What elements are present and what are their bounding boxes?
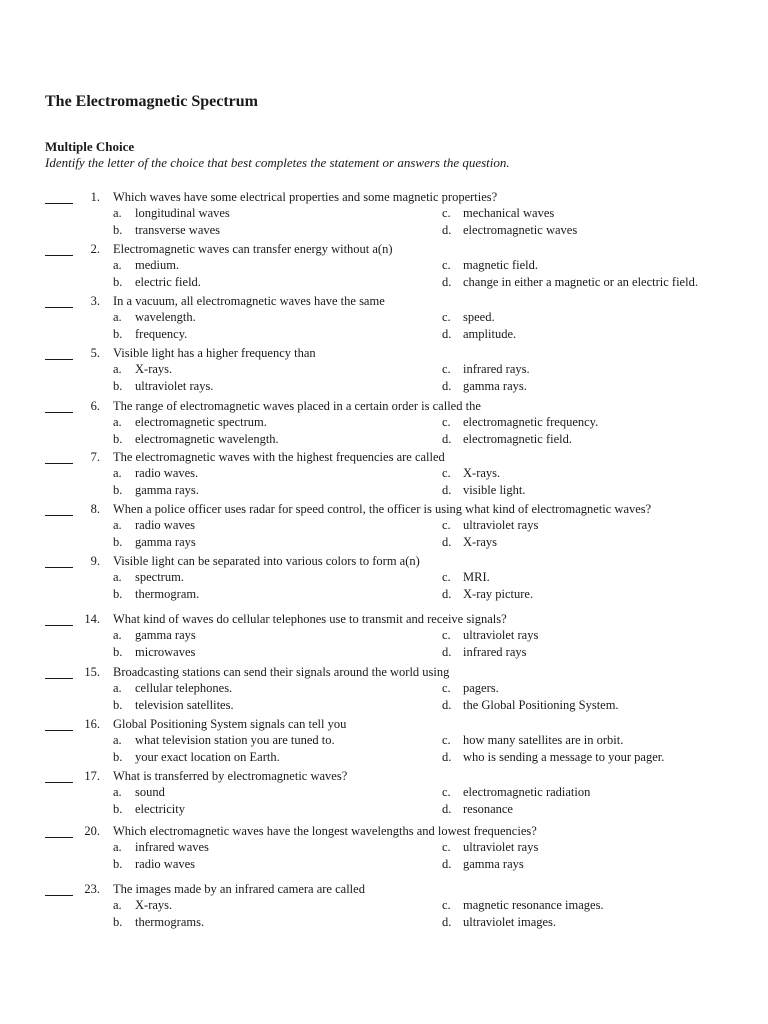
choice-c-letter: c.: [442, 466, 451, 480]
choice-d: change in either a magnetic or an electric field.: [463, 275, 698, 289]
question-2: [0, 241, 768, 291]
question-text: The images made by an infrared camera are called: [113, 882, 365, 896]
choice-c-letter: c.: [442, 840, 451, 854]
choice-c-letter: c.: [442, 898, 451, 912]
choice-d-letter: d.: [442, 750, 452, 764]
question-number: 6.: [90, 399, 100, 413]
choice-b: frequency.: [135, 327, 188, 341]
choice-a-letter: a.: [113, 518, 122, 532]
choice-a-letter: a.: [113, 415, 122, 429]
question-number: 9.: [90, 554, 100, 568]
choice-d-letter: d.: [442, 275, 452, 289]
page-title: The Electromagnetic Spectrum: [45, 93, 258, 110]
question-9: [0, 553, 768, 603]
answer-blank[interactable]: [45, 770, 73, 783]
choice-c: MRI.: [463, 570, 490, 584]
choice-a: cellular telephones.: [135, 681, 233, 695]
question-text: Which electromagnetic waves have the longest wavelengths and lowest frequencies?: [113, 824, 537, 838]
choice-a: longitudinal waves: [135, 206, 230, 220]
section-title: Multiple Choice: [45, 139, 135, 154]
choice-b: thermogram.: [135, 587, 200, 601]
choice-a: gamma rays: [135, 628, 196, 642]
question-8: [0, 501, 768, 551]
question-text: Visible light has a higher frequency than: [113, 346, 316, 360]
choice-a-letter: a.: [113, 840, 122, 854]
choice-b: microwaves: [135, 645, 196, 659]
choice-d: gamma rays.: [463, 379, 527, 393]
answer-blank[interactable]: [45, 666, 73, 679]
answer-blank[interactable]: [45, 825, 73, 838]
choice-b: electricity: [135, 802, 185, 816]
choice-a-letter: a.: [113, 785, 122, 799]
question-1: [0, 189, 768, 239]
choice-b: electric field.: [135, 275, 201, 289]
answer-blank[interactable]: [45, 243, 73, 256]
choice-c: magnetic field.: [463, 258, 538, 272]
choice-c: ultraviolet rays: [463, 628, 539, 642]
answer-blank[interactable]: [45, 883, 73, 896]
choice-b-letter: b.: [113, 750, 123, 764]
choice-c: speed.: [463, 310, 495, 324]
answer-blank[interactable]: [45, 191, 73, 204]
question-text: Broadcasting stations can send their signals around the world using: [113, 665, 450, 679]
choice-b-letter: b.: [113, 698, 123, 712]
choice-d-letter: d.: [442, 379, 452, 393]
question-number: 15.: [84, 665, 100, 679]
question-3: [0, 293, 768, 343]
choice-c-letter: c.: [442, 258, 451, 272]
choice-b: your exact location on Earth.: [135, 750, 280, 764]
choice-d: ultraviolet images.: [463, 915, 557, 929]
question-number: 1.: [90, 190, 100, 204]
choice-c: mechanical waves: [463, 206, 555, 220]
choice-a: radio waves: [135, 518, 196, 532]
choice-d: who is sending a message to your pager.: [463, 750, 665, 764]
choice-a: spectrum.: [135, 570, 184, 584]
choice-a-letter: a.: [113, 362, 122, 376]
instructions: Identify the letter of the choice that best completes the statement or answers the question.: [45, 155, 510, 170]
choice-c: X-rays.: [463, 466, 501, 480]
choice-b-letter: b.: [113, 432, 123, 446]
question-text: Which waves have some electrical properties and some magnetic properties?: [113, 190, 498, 204]
choice-d-letter: d.: [442, 587, 452, 601]
question-number: 14.: [84, 612, 100, 626]
choice-a-letter: a.: [113, 206, 122, 220]
choice-c: how many satellites are in orbit.: [463, 733, 624, 747]
choice-b: thermograms.: [135, 915, 205, 929]
answer-blank[interactable]: [45, 347, 73, 360]
answer-blank[interactable]: [45, 555, 73, 568]
choice-d-letter: d.: [442, 432, 452, 446]
question-text: Visible light can be separated into various colors to form a(n): [113, 554, 420, 568]
choice-d-letter: d.: [442, 802, 452, 816]
choice-c-letter: c.: [442, 310, 451, 324]
choice-b: electromagnetic wavelength.: [135, 432, 279, 446]
question-number: 7.: [90, 450, 100, 464]
choice-c-letter: c.: [442, 628, 451, 642]
choice-c: ultraviolet rays: [463, 518, 539, 532]
answer-blank[interactable]: [45, 718, 73, 731]
choice-b-letter: b.: [113, 223, 123, 237]
choice-d-letter: d.: [442, 698, 452, 712]
question-text: Global Positioning System signals can tell you: [113, 717, 347, 731]
choice-c-letter: c.: [442, 206, 451, 220]
choice-c-letter: c.: [442, 733, 451, 747]
choice-a: wavelength.: [135, 310, 196, 324]
question-number: 5.: [90, 346, 100, 360]
choice-a: medium.: [135, 258, 180, 272]
choice-a: sound: [135, 785, 165, 799]
question-14: [0, 611, 768, 661]
choice-b-letter: b.: [113, 587, 123, 601]
choice-d: X-rays: [463, 535, 498, 549]
question-6: [0, 398, 768, 448]
question-text: The electromagnetic waves with the highest frequencies are called: [113, 450, 445, 464]
choice-d: X-ray picture.: [463, 587, 534, 601]
choice-a-letter: a.: [113, 733, 122, 747]
choice-d-letter: d.: [442, 915, 452, 929]
choice-c: electromagnetic radiation: [463, 785, 591, 799]
choice-b: gamma rays: [135, 535, 196, 549]
choice-a-letter: a.: [113, 466, 122, 480]
question-text: When a police officer uses radar for speed control, the officer is using what kind of electromagnetic waves?: [113, 502, 652, 516]
choice-a: infrared waves: [135, 840, 209, 854]
choice-b-letter: b.: [113, 535, 123, 549]
question-20: [0, 823, 768, 873]
question-number: 2.: [90, 242, 100, 256]
question-number: 20.: [84, 824, 100, 838]
question-text: The range of electromagnetic waves placed in a certain order is called the: [113, 399, 481, 413]
choice-a-letter: a.: [113, 898, 122, 912]
choice-b: gamma rays.: [135, 483, 199, 497]
choice-a: X-rays.: [135, 898, 173, 912]
question-5: [0, 345, 768, 395]
question-15: [0, 664, 768, 714]
choice-c-letter: c.: [442, 362, 451, 376]
choice-b-letter: b.: [113, 327, 123, 341]
choice-d-letter: d.: [442, 645, 452, 659]
choice-c: ultraviolet rays: [463, 840, 539, 854]
question-number: 3.: [90, 294, 100, 308]
choice-b-letter: b.: [113, 483, 123, 497]
question-number: 17.: [84, 769, 100, 783]
answer-blank[interactable]: [45, 613, 73, 626]
choice-d: resonance: [463, 802, 513, 816]
choice-c: infrared rays.: [463, 362, 530, 376]
choice-b-letter: b.: [113, 915, 123, 929]
choice-d: amplitude.: [463, 327, 517, 341]
choice-b: ultraviolet rays.: [135, 379, 214, 393]
choice-a: electromagnetic spectrum.: [135, 415, 267, 429]
choice-d-letter: d.: [442, 327, 452, 341]
answer-blank[interactable]: [45, 503, 73, 516]
answer-blank[interactable]: [45, 400, 73, 413]
choice-b-letter: b.: [113, 645, 123, 659]
choice-b-letter: b.: [113, 857, 123, 871]
choice-c-letter: c.: [442, 570, 451, 584]
choice-d: infrared rays: [463, 645, 527, 659]
choice-c-letter: c.: [442, 518, 451, 532]
choice-a: what television station you are tuned to.: [135, 733, 335, 747]
question-number: 8.: [90, 502, 100, 516]
choice-d-letter: d.: [442, 857, 452, 871]
question-text: In a vacuum, all electromagnetic waves have the same: [113, 294, 385, 308]
choice-d: electromagnetic field.: [463, 432, 572, 446]
choice-b: radio waves: [135, 857, 196, 871]
choice-b-letter: b.: [113, 802, 123, 816]
question-16: [0, 716, 768, 766]
question-number: 23.: [84, 882, 100, 896]
question-17: [0, 768, 768, 818]
choice-c: pagers.: [463, 681, 499, 695]
choice-a: X-rays.: [135, 362, 173, 376]
question-7: [0, 449, 768, 499]
choice-c: magnetic resonance images.: [463, 898, 604, 912]
choice-d-letter: d.: [442, 483, 452, 497]
choice-b: transverse waves: [135, 223, 221, 237]
choice-c-letter: c.: [442, 681, 451, 695]
question-number: 16.: [84, 717, 100, 731]
answer-blank[interactable]: [45, 295, 73, 308]
choice-d: visible light.: [463, 483, 526, 497]
choice-a-letter: a.: [113, 258, 122, 272]
choice-b-letter: b.: [113, 275, 123, 289]
question-text: Electromagnetic waves can transfer energy without a(n): [113, 242, 393, 256]
choice-a-letter: a.: [113, 681, 122, 695]
choice-a: radio waves.: [135, 466, 199, 480]
question-23: [0, 881, 768, 931]
choice-d: electromagnetic waves: [463, 223, 578, 237]
choice-d-letter: d.: [442, 535, 452, 549]
choice-d: the Global Positioning System.: [463, 698, 619, 712]
choice-c-letter: c.: [442, 785, 451, 799]
choice-d: gamma rays: [463, 857, 524, 871]
answer-blank[interactable]: [45, 451, 73, 464]
choice-b: television satellites.: [135, 698, 234, 712]
question-text: What is transferred by electromagnetic waves?: [113, 769, 348, 783]
question-text: What kind of waves do cellular telephones use to transmit and receive signals?: [113, 612, 507, 626]
choice-a-letter: a.: [113, 628, 122, 642]
choice-d-letter: d.: [442, 223, 452, 237]
choice-a-letter: a.: [113, 570, 122, 584]
choice-a-letter: a.: [113, 310, 122, 324]
choice-c: electromagnetic frequency.: [463, 415, 599, 429]
choice-c-letter: c.: [442, 415, 451, 429]
choice-b-letter: b.: [113, 379, 123, 393]
